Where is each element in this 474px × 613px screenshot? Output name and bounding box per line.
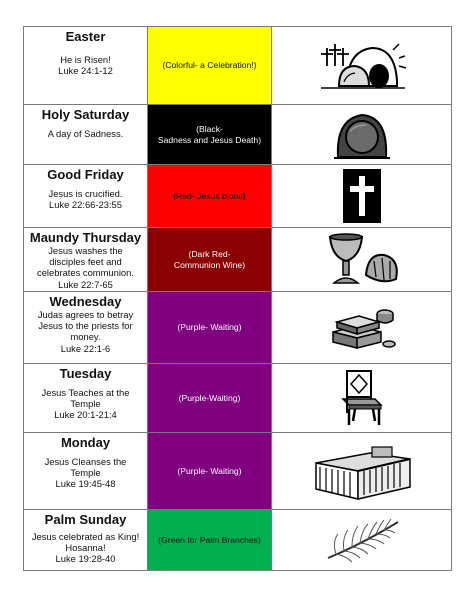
- day-description: Jesus Cleanses the: [44, 456, 127, 467]
- color-label: (Red- Jesus blood): [173, 190, 246, 201]
- color-label: (Purple- Waiting): [177, 322, 242, 333]
- color-cell-purple: [148, 364, 272, 432]
- picture-cell: [272, 433, 451, 509]
- day-cell: [24, 292, 148, 363]
- color-label: [174, 249, 245, 270]
- day-description: Hosanna!: [65, 542, 106, 554]
- day-cell: [24, 228, 148, 291]
- color-label: (Purple-Waiting): [178, 392, 241, 403]
- color-cell-yellow: [148, 27, 272, 104]
- day-cell: [24, 27, 148, 104]
- day-description: Temple: [70, 398, 101, 410]
- picture-cell: [272, 105, 451, 164]
- scripture-reference: Luke 24:1-12: [58, 65, 113, 77]
- picture-cell: [272, 364, 451, 432]
- day-description: Temple: [70, 467, 101, 479]
- scripture-reference: Luke 22:66-23:55: [49, 199, 122, 211]
- picture-cell: [272, 165, 451, 227]
- scripture-reference: Luke 22:7-65: [58, 278, 113, 290]
- table-row: [24, 292, 451, 364]
- day-cell: [24, 105, 148, 164]
- day-description: Judas agrees to betray: [37, 309, 134, 320]
- color-cell-black: [148, 105, 272, 164]
- scripture-reference: Luke 19:45-48: [55, 478, 116, 490]
- temple-icon: [310, 441, 414, 501]
- palm-branch-icon: [322, 516, 402, 564]
- scripture-reference: Luke 22:1-6: [60, 342, 111, 354]
- color-label-line: (Black-: [196, 123, 223, 134]
- table-row: [24, 165, 451, 228]
- day-cell: [24, 364, 148, 432]
- color-label: [158, 124, 261, 145]
- day-title: Monday: [60, 435, 111, 450]
- color-cell-red: [148, 165, 272, 227]
- color-label: (Colorful- a Celebration!): [162, 60, 257, 71]
- picture-cell: [272, 27, 451, 104]
- day-description: He is Risen!: [60, 54, 111, 65]
- day-cell: [24, 165, 148, 227]
- day-description: Jesus is crucified.: [48, 188, 123, 199]
- day-title: Wednesday: [49, 294, 122, 309]
- day-description: celebrates communion.: [37, 267, 134, 279]
- day-title: Good Friday: [47, 167, 124, 182]
- color-label: (Purple- Waiting): [177, 465, 242, 476]
- table-row: [24, 105, 451, 165]
- day-description: Jesus Teaches at the: [41, 387, 130, 398]
- day-description: Jesus to the priests for: [38, 320, 133, 332]
- scripture-reference: Luke 20:1-21:4: [54, 409, 117, 421]
- day-cell: [24, 433, 148, 509]
- color-cell-purple: [148, 292, 272, 363]
- table-row: [24, 228, 451, 292]
- day-title: Palm Sunday: [44, 512, 127, 527]
- day-description: disciples feet and: [49, 256, 122, 268]
- picture-cell: [272, 510, 451, 570]
- table-row: [24, 364, 451, 433]
- day-title: Holy Saturday: [41, 107, 130, 122]
- color-label: (Green for Palm Branches): [158, 534, 261, 545]
- day-description: money.: [70, 331, 101, 343]
- empty-tomb-icon: [317, 36, 407, 96]
- color-label-line: Communion Wine): [173, 259, 246, 270]
- picture-cell: [272, 292, 451, 363]
- color-cell-purple: [148, 433, 272, 509]
- holy-week-table: [23, 26, 452, 571]
- color-cell-dark-red: [148, 228, 272, 291]
- day-description: Jesus washes the: [48, 245, 123, 256]
- table-row: [24, 510, 451, 570]
- chalice-bread-icon: [322, 231, 402, 289]
- money-stack-icon: [327, 302, 397, 354]
- sealed-tomb-icon: [332, 109, 392, 161]
- day-description: Jesus celebrated as King!: [31, 531, 140, 542]
- cross-icon: [342, 168, 382, 224]
- day-title: Tuesday: [59, 366, 112, 381]
- table-row: [24, 27, 451, 105]
- day-title: Maundy Thursday: [29, 230, 142, 245]
- color-cell-green: [148, 510, 272, 570]
- color-label-line: Sadness and Jesus Death): [157, 134, 262, 145]
- color-label-line: (Dark Red-: [188, 248, 231, 259]
- scripture-reference: Luke 19:28-40: [55, 553, 116, 565]
- day-title: Easter: [65, 29, 106, 44]
- picture-cell: [272, 228, 451, 291]
- table-row: [24, 433, 451, 510]
- day-cell: [24, 510, 148, 570]
- chair-icon: [339, 369, 385, 427]
- day-description: A day of Sadness.: [47, 128, 124, 139]
